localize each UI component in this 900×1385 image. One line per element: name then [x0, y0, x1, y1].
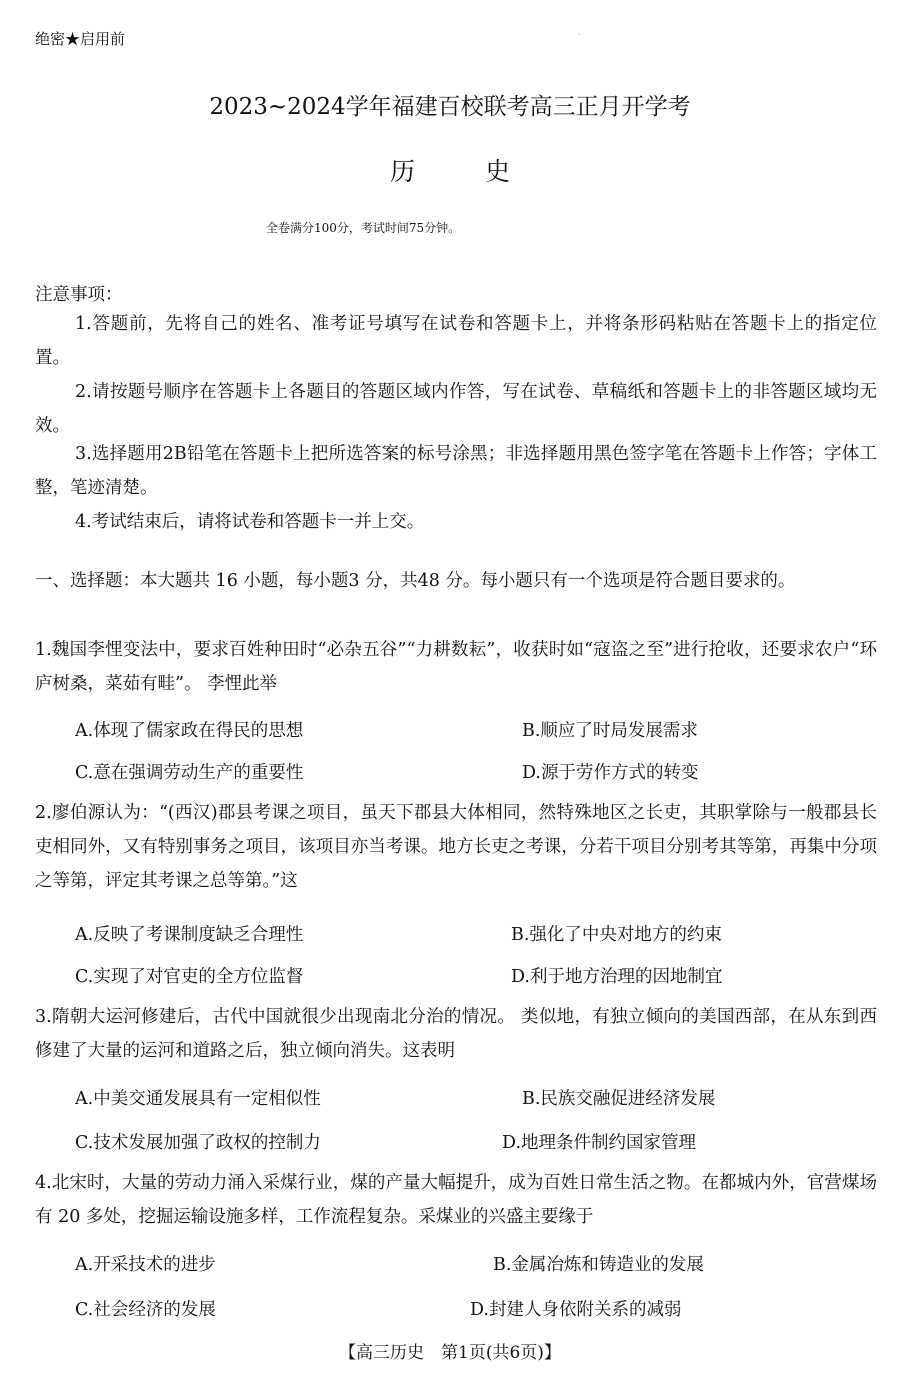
confidential-label: 绝密★启用前	[35, 30, 126, 48]
note-item-2: 2.请按题号顺序在答题卡上各题目的答题区域内作答，写在试卷、草稿纸和答题卡上的非答题区域均无效。	[35, 382, 877, 436]
question-2-option-b: B.强化了中央对地方的约束	[511, 925, 722, 945]
question-4-stem: 4.北宋时，大量的劳动力涌入采煤行业，煤的产量大幅提升，成为百姓日常生活之物。在都城内外，官营煤场有 20 多处，挖掘运输设施多样，工作流程复杂。采煤业的兴盛主要缘于	[35, 1173, 877, 1227]
question-3-stem: 3.隋朝大运河修建后，古代中国就很少出现南北分治的情况。 类似地，有独立倾向的美国西部，在从东到西修建了大量的运河和道路之后，独立倾向消失。这表明	[35, 1007, 877, 1061]
page-footer: 【高三历史 第1页(共6页)】	[339, 1343, 561, 1363]
scan-speck: ·	[578, 30, 581, 39]
subject-title: 历史	[389, 157, 580, 186]
question-1-option-d: D.源于劳作方式的转变	[522, 763, 699, 783]
note-item-4: 4.考试结束后，请将试卷和答题卡一并上交。	[75, 512, 425, 532]
section-heading: 一、选择题：本大题共 16 小题，每小题3 分，共48 分。每小题只有一个选项是符合题目要求的。	[35, 571, 796, 591]
question-3-option-c: C.技术发展加强了政权的控制力	[75, 1133, 321, 1153]
note-item-1: 1.答题前，先将自己的姓名、准考证号填写在试卷和答题卡上，并将条形码粘贴在答题卡上的指定位置。	[35, 314, 877, 368]
question-1-option-b: B.顺应了时局发展需求	[522, 721, 698, 741]
question-4-option-d: D.封建人身依附关系的减弱	[470, 1300, 682, 1320]
question-1-stem: 1.魏国李悝变法中，要求百姓种田时“必杂五谷”“力耕数耘”，收获时如“寇盗之至”进行抢收，还要求农户“环庐树桑，菜茹有畦”。 李悝此举	[35, 640, 877, 694]
note-item-3: 3.选择题用2B铅笔在答题卡上把所选答案的标号涂黑；非选择题用黑色签字笔在答题卡上作答；字体工整，笔迹清楚。	[35, 444, 877, 498]
question-3-option-d: D.地理条件制约国家管理	[502, 1133, 696, 1153]
question-2-option-d: D.利于地方治理的因地制宜	[511, 967, 723, 987]
question-2-option-a: A.反映了考课制度缺乏合理性	[75, 925, 304, 945]
question-2-option-c: C.实现了对官吏的全方位监督	[75, 967, 304, 987]
question-4-option-b: B.金属冶炼和铸造业的发展	[493, 1255, 704, 1275]
question-4-option-a: A.开采技术的进步	[75, 1255, 216, 1275]
question-1-option-c: C.意在强调劳动生产的重要性	[75, 763, 304, 783]
question-4-option-c: C.社会经济的发展	[75, 1300, 216, 1320]
question-3-option-b: B.民族交融促进经济发展	[522, 1089, 716, 1109]
exam-title: 2023~2024学年福建百校联考高三正月开学考	[209, 94, 691, 120]
notes-heading: 注意事项：	[35, 285, 123, 305]
question-1-option-a: A.体现了儒家政在得民的思想	[75, 721, 304, 741]
question-2-stem: 2.廖伯源认为：“(西汉)郡县考课之项目，虽天下郡县大体相同，然特殊地区之长吏，其职掌除与一般郡县长吏相同外，又有特别事务之项目，该项目亦当考课。地方长吏之考课，分若干项目分别考其等第，再集中分项之等第，评定其考课之总等第。”这	[35, 803, 877, 891]
question-3-option-a: A.中美交通发展具有一定相似性	[75, 1089, 321, 1109]
score-note: 全卷满分100分，考试时间75分钟。	[266, 221, 461, 235]
